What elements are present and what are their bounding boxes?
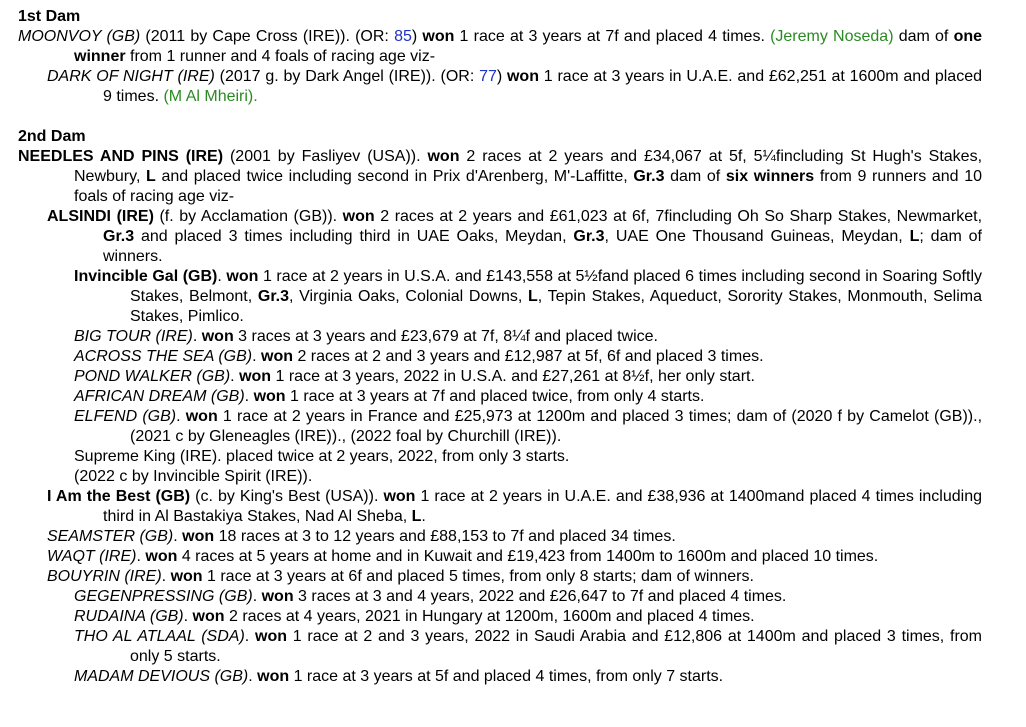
bold-text: won — [145, 548, 178, 565]
bold-text: L — [527, 288, 538, 305]
section-heading: 1st Dam — [18, 8, 81, 25]
pedigree-entry — [18, 147, 982, 207]
text: . — [183, 608, 193, 625]
text: 2 races at 2 and 3 years and £12,987 at 5f, 6f and placed 3 times. — [293, 348, 764, 365]
bold-text: won — [257, 668, 290, 685]
pedigree-entry — [18, 567, 982, 587]
pedigree-entry — [18, 527, 982, 547]
text: 2 races at 4 years, 2021 in Hungary at 1200m, 1600m and placed 4 times. — [224, 608, 755, 625]
horse-name: THO AL ATLAAL (SDA) — [74, 628, 245, 645]
text: Supreme King (IRE). placed twice at 2 years, 2022, from only 3 starts. — [74, 448, 570, 465]
bold-text: won — [427, 148, 460, 165]
text: , UAE One Thousand Guineas, Meydan, — [604, 228, 910, 245]
bold-text: won — [383, 488, 416, 505]
bold-text: won — [261, 588, 294, 605]
trainer-name: (Jeremy Noseda) — [770, 28, 894, 45]
pedigree-entry — [18, 447, 982, 467]
horse-name: MOONVOY (GB) — [18, 28, 141, 45]
bold-text: L — [411, 508, 422, 525]
text: ) — [496, 68, 507, 85]
pedigree-entry — [18, 347, 982, 367]
text: (2001 by Fasliyev (USA)). — [223, 148, 428, 165]
text: dam of — [893, 28, 954, 45]
text: dam of — [664, 168, 726, 185]
text: and placed 3 times including third in UAE Oaks, Meydan, — [134, 228, 574, 245]
horse-name: ELFEND (GB) — [74, 408, 177, 425]
text: ; dam of winners. — [103, 228, 982, 265]
bold-text: won — [192, 608, 225, 625]
text: . — [217, 268, 227, 285]
text: 1 race at 3 years at 7f and placed 4 times. — [454, 28, 771, 45]
pedigree-entry — [18, 207, 982, 267]
text: 1 race at 2 years in U.A.E. and £38,936 at 1400mand placed 4 times including third in Al Bastakiya Stakes, Nad Al Sheba, — [103, 488, 983, 525]
horse-name: GEGENPRESSING (GB) — [74, 588, 253, 605]
text: . — [421, 508, 426, 525]
text: from 1 runner and 4 foals of racing age viz- — [125, 48, 436, 65]
text: 2 races at 2 years and £61,023 at 6f, 7fincluding Oh So Sharp Stakes, Newmarket, — [374, 208, 983, 225]
text: . — [176, 408, 186, 425]
bold-text: Gr.3 — [103, 228, 135, 245]
text: 4 races at 5 years at home and in Kuwait and £19,423 from 1400m to 1600m and placed 10 times. — [177, 548, 879, 565]
text: (2017 g. by Dark Angel (IRE)). (OR: — [214, 68, 480, 85]
bold-text: won — [185, 408, 218, 425]
bold-text: Gr.3 — [633, 168, 665, 185]
section-spacer — [18, 107, 982, 127]
pedigree-entry — [18, 267, 982, 327]
bold-text: Gr.3 — [573, 228, 605, 245]
bold-text: L — [146, 168, 156, 185]
pedigree-entry — [18, 407, 982, 447]
pedigree-entry — [18, 587, 982, 607]
text: and placed twice including second in Prix d'Arenberg, M'-Laffitte, — [155, 168, 634, 185]
horse-name: WAQT (IRE) — [47, 548, 137, 565]
horse-name: BIG TOUR (IRE) — [74, 328, 193, 345]
text: (2022 c by Invincible Spirit (IRE)). — [74, 468, 313, 485]
pedigree-entry — [18, 327, 982, 347]
text: . — [161, 568, 171, 585]
text: 3 races at 3 years and £23,679 at 7f, 8¼f and placed twice. — [233, 328, 658, 345]
horse-name: AFRICAN DREAM (GB) — [74, 388, 245, 405]
bold-text: six winners — [725, 168, 815, 185]
pedigree-entry — [18, 27, 982, 67]
bold-text: won — [201, 328, 234, 345]
text: 1 race at 2 years in France and £25,973 at 1200m and placed 3 times; dam of (2020 f by Camelot (GB))., (2021 c by Gleneagles (IRE))., (2022 foal by Churchill (IRE)). — [130, 408, 983, 445]
bold-text: won — [342, 208, 375, 225]
pedigree-entry — [18, 67, 982, 107]
pedigree-entry — [18, 467, 982, 487]
text: . — [252, 348, 261, 365]
horse-name: BOUYRIN (IRE) — [47, 568, 162, 585]
text: ) — [411, 28, 423, 45]
pedigree-entry — [18, 667, 982, 687]
text: . — [192, 328, 202, 345]
bold-text: won — [239, 368, 272, 385]
bold-text: won — [261, 348, 293, 365]
text: . — [136, 548, 146, 565]
text: . — [252, 588, 262, 605]
pedigree-entry — [18, 627, 982, 667]
text: . — [173, 528, 183, 545]
text: 3 races at 3 and 4 years, 2022 and £26,647 to 7f and placed 4 times. — [293, 588, 787, 605]
text: (f. by Acclamation (GB)). — [153, 208, 343, 225]
bold-text: won — [226, 268, 259, 285]
pedigree-entry — [18, 387, 982, 407]
horse-name: ACROSS THE SEA (GB) — [74, 348, 253, 365]
text: . — [248, 668, 258, 685]
text: , Tepin Stakes, Aqueduct, Sorority Stakes, Monmouth, Selima Stakes, Pimlico. — [130, 288, 982, 325]
bold-text: Gr.3 — [257, 288, 290, 305]
bold-text: I Am the Best (GB) — [47, 488, 191, 505]
bold-text: Invincible Gal (GB) — [74, 268, 218, 285]
official-rating: 77 — [479, 68, 497, 85]
text: from 9 runners and 10 foals of racing age viz- — [74, 168, 982, 205]
horse-name: MADAM DEVIOUS (GB) — [74, 668, 249, 685]
text: 1 race at 3 years at 7f and placed twice, from only 4 starts. — [285, 388, 705, 405]
text: 1 race at 3 years at 6f and placed 5 times, from only 8 starts; dam of winners. — [202, 568, 754, 585]
text: . — [244, 628, 255, 645]
pedigree-entry — [18, 607, 982, 627]
bold-text: one winner — [74, 28, 983, 65]
pedigree-entry — [18, 367, 982, 387]
trainer-name: (M Al Mheiri). — [163, 88, 258, 105]
pedigree-entry — [18, 487, 982, 527]
text: 18 races at 3 to 12 years and £88,153 to 7f and placed 34 times. — [214, 528, 676, 545]
text: (2011 by Cape Cross (IRE)). (OR: — [140, 28, 395, 45]
text: . — [244, 388, 254, 405]
text: 1 race at 2 years in U.S.A. and £143,558 at 5½fand placed 6 times including second in Soaring Softly Stakes, Belmont, — [130, 268, 982, 305]
text: (c. by King's Best (USA)). — [190, 488, 384, 505]
horse-name: POND WALKER (GB) — [74, 368, 231, 385]
bold-text: won — [255, 628, 287, 645]
bold-text: NEEDLES AND PINS (IRE) — [18, 148, 224, 165]
bold-text: won — [422, 28, 455, 45]
bold-text: won — [182, 528, 215, 545]
bold-text: won — [170, 568, 203, 585]
horse-name: DARK OF NIGHT (IRE) — [47, 68, 215, 85]
bold-text: won — [253, 388, 286, 405]
bold-text: L — [909, 228, 920, 245]
horse-name: SEAMSTER (GB) — [47, 528, 174, 545]
pedigree-entry — [18, 547, 982, 567]
section-heading: 2nd Dam — [18, 128, 86, 145]
text: 1 race at 3 years, 2022 in U.S.A. and £27,261 at 8½f, her only start. — [271, 368, 755, 385]
bold-text: ALSINDI (IRE) — [47, 208, 154, 225]
text: , Virginia Oaks, Colonial Downs, — [289, 288, 528, 305]
text: 1 race at 2 and 3 years, 2022 in Saudi Arabia and £12,806 at 1400m and placed 3 times, from only 5 starts. — [130, 628, 983, 665]
bold-text: won — [506, 68, 539, 85]
text: 2 races at 2 years and £34,067 at 5f, 5¼fincluding St Hugh's Stakes, Newbury, — [74, 148, 983, 185]
text: 1 race at 3 years in U.A.E. and £62,251 at 1600m and placed 9 times. — [103, 68, 982, 105]
official-rating: 85 — [394, 28, 412, 45]
text: 1 race at 3 years at 5f and placed 4 times, from only 7 starts. — [289, 668, 724, 685]
text: . — [230, 368, 240, 385]
horse-name: RUDAINA (GB) — [74, 608, 184, 625]
